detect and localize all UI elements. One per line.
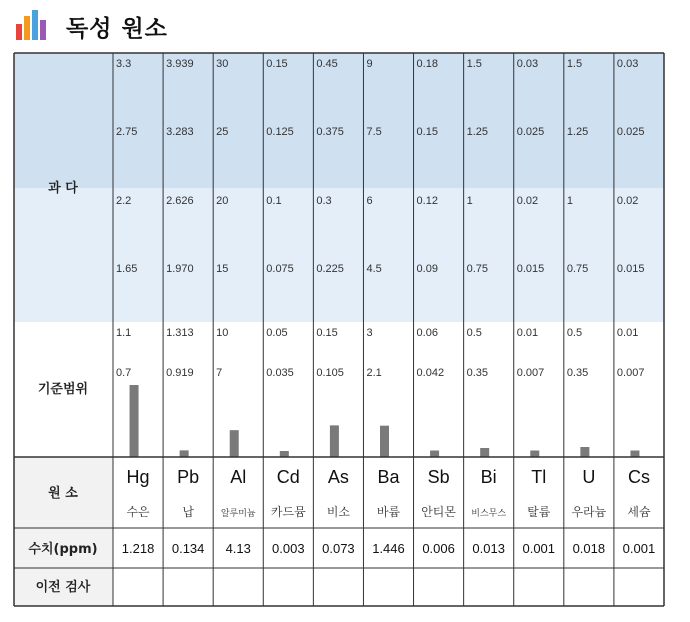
element-name: 우라늄 [571,505,607,519]
element-value: 0.006 [422,541,455,556]
bar-bi [480,448,489,457]
element-value: 1.218 [121,541,155,556]
scale-tick-label: 0.105 [316,367,344,379]
scale-tick-label: 1.970 [166,263,194,275]
scale-tick-label: 0.075 [266,263,294,275]
scale-tick-label: 1.1 [116,327,132,339]
excess-band-lower [14,188,664,322]
bar-cs [630,451,639,458]
element-value: 0.003 [272,541,305,556]
scale-tick-label: 0.007 [616,367,645,379]
element-name: 세슘 [627,505,651,519]
element-name: 수은 [126,505,150,519]
scale-tick-label: 0.5 [466,327,482,339]
scale-tick-label: 0.01 [516,327,539,339]
scale-tick-label: 3.939 [166,58,194,70]
scale-tick-label: 1.25 [566,126,589,138]
scale-tick-label: 0.025 [516,126,545,138]
scale-tick-label: 0.35 [466,367,489,379]
scale-tick-label: 20 [216,195,229,207]
element-value: 0.001 [622,541,656,556]
bar-u [580,447,589,457]
scale-tick-label: 2.2 [116,195,132,207]
element-value: 0.013 [472,541,505,556]
scale-tick-label: 1.5 [566,58,583,70]
row-label-previous: 이전 검사 [35,580,91,595]
scale-tick-label: 0.45 [316,58,338,70]
element-value: 0.134 [171,541,205,556]
row-label-value: 수치(ppm) [28,542,98,557]
element-name: 비스무스 [471,509,507,519]
scale-tick-label: 0.06 [416,327,438,339]
element-symbol: Hg [126,467,150,487]
bar-pb [180,450,189,457]
scale-tick-label: 0.02 [616,195,639,207]
scale-tick-label: 0.007 [516,367,545,379]
scale-tick-label: 15 [216,263,229,275]
scale-tick-label: 1 [566,195,573,207]
row-label-normal: 기준범위 [37,382,89,397]
scale-tick-label: 25 [216,126,229,138]
scale-tick-label: 1.5 [466,58,482,70]
scale-tick-label: 0.05 [266,327,288,339]
scale-tick-label: 0.01 [616,327,639,339]
scale-tick-label: 0.3 [316,195,332,207]
scale-tick-label: 0.18 [416,58,438,70]
scale-tick-label: 0.35 [566,367,589,379]
scale-tick-label: 1.25 [466,126,489,138]
element-symbol: Al [230,467,247,487]
scale-tick-label: 0.919 [166,367,194,379]
scale-tick-label: 9 [366,58,373,70]
scale-tick-label: 1 [466,195,473,207]
scale-tick-label: 0.09 [416,263,438,275]
bar-al [230,430,239,457]
scale-tick-label: 0.035 [266,367,294,379]
scale-tick-label: 3.283 [166,126,194,138]
element-symbol: Cs [627,467,650,487]
scale-tick-label: 4.5 [366,263,382,275]
element-name: 탈륨 [527,505,551,519]
scale-tick-label: 0.15 [416,126,438,138]
element-value: 1.446 [372,541,405,556]
scale-tick-label: 0.025 [616,126,645,138]
element-name: 비소 [326,505,351,519]
scale-tick-label: 1.65 [116,263,138,275]
scale-tick-label: 6 [366,195,373,207]
element-symbol: Pb [177,467,200,487]
scale-tick-label: 2.75 [116,126,138,138]
scale-tick-label: 0.015 [616,263,645,275]
scale-tick-label: 2.626 [166,195,194,207]
row-label-excess: 과 다 [48,181,78,196]
scale-tick-label: 0.75 [466,263,489,275]
scale-tick-label: 7 [216,367,223,379]
scale-tick-label: 3 [366,327,373,339]
element-symbol: Tl [531,467,547,487]
scale-tick-label: 0.015 [516,263,545,275]
element-name: 알루미늄 [220,509,256,519]
element-name: 바륨 [376,505,401,519]
bar-tl [530,451,539,458]
bar-hg [130,385,139,457]
scale-tick-label: 0.5 [566,327,583,339]
scale-tick-label: 10 [216,327,229,339]
scale-tick-label: 2.1 [366,367,382,379]
scale-tick-label: 0.15 [316,327,338,339]
bar-sb [430,451,439,458]
element-name: 카드뮴 [270,505,306,519]
element-value: 0.001 [522,541,556,556]
element-value: 0.018 [572,541,606,556]
scale-tick-label: 30 [216,58,229,70]
scale-tick-label: 0.03 [616,58,639,70]
element-name: 안티몬 [421,505,456,519]
scale-tick-label: 0.03 [516,58,539,70]
scale-tick-label: 0.12 [416,195,438,207]
element-symbol: U [582,467,596,487]
bar-cd [280,451,289,457]
element-name: 납 [182,505,194,519]
excess-band-upper [14,53,664,188]
scale-tick-label: 7.5 [366,126,382,138]
bar-ba [380,426,389,457]
element-symbol: Bi [480,467,497,487]
row-label-element: 원 소 [48,486,78,501]
element-symbol: Sb [427,467,450,487]
scale-tick-label: 0.75 [566,263,589,275]
element-symbol: As [327,467,349,487]
scale-tick-label: 0.042 [416,367,445,379]
scale-tick-label: 0.225 [316,263,344,275]
normal-band [14,322,664,457]
bar-as [330,425,339,457]
element-symbol: Cd [276,467,300,487]
page-title: 독성 원소 [66,16,168,42]
scale-tick-label: 0.7 [116,367,132,379]
scale-tick-label: 0.02 [516,195,539,207]
scale-tick-label: 3.3 [116,58,132,70]
element-value: 0.073 [322,541,355,556]
element-value: 4.13 [225,541,251,556]
scale-tick-label: 0.1 [266,195,282,207]
element-symbol: Ba [377,467,400,487]
scale-tick-label: 0.125 [266,126,294,138]
scale-tick-label: 0.375 [316,126,344,138]
scale-tick-label: 0.15 [266,58,288,70]
scale-tick-label: 1.313 [166,327,194,339]
